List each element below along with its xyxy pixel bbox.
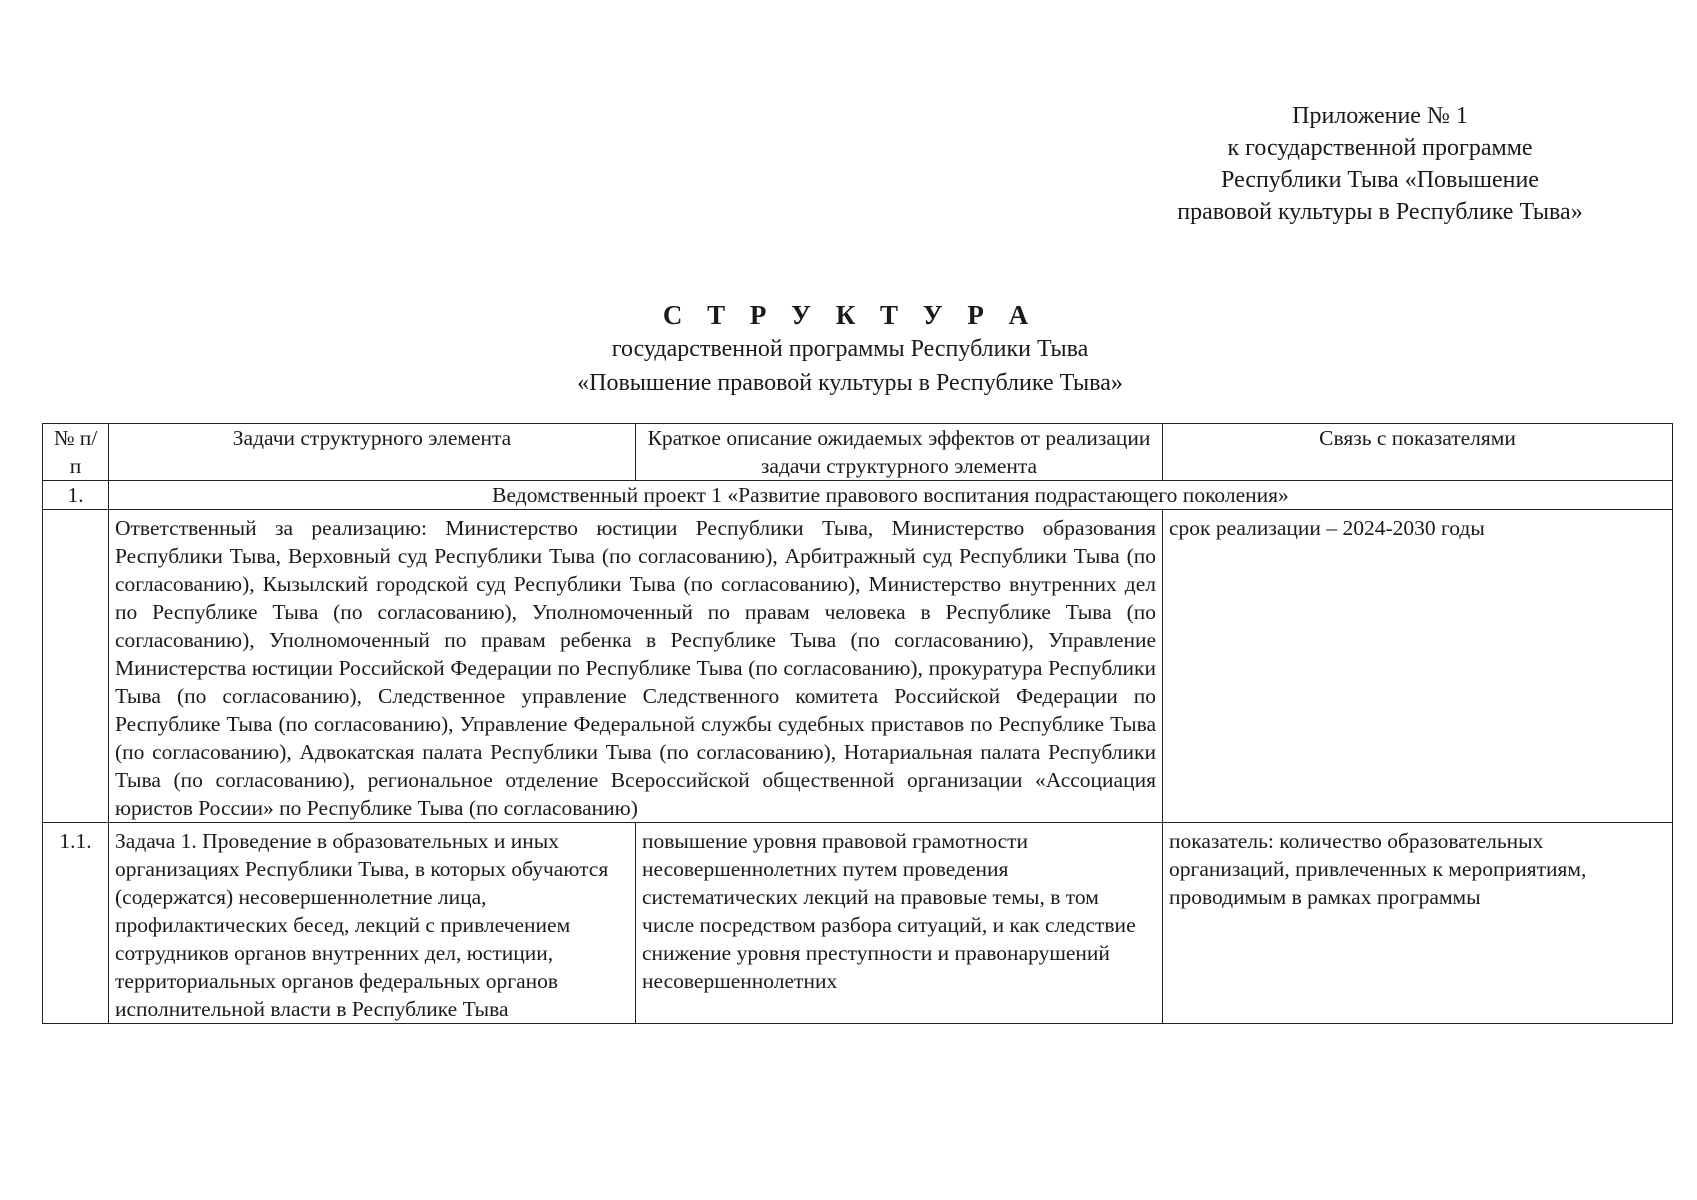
document-title: С Т Р У К Т У Р А — [662, 300, 1038, 330]
title-block — [300, 298, 1400, 400]
row-num: 1.1. — [43, 823, 109, 1024]
project-title: Ведомственный проект 1 «Развитие правового воспитания подрастающего поколения» — [109, 481, 1673, 510]
appendix-line: Республики Тыва «Повышение — [1221, 167, 1539, 193]
header-tasks: Задачи структурного элемента — [109, 424, 636, 481]
project-num: 1. — [43, 481, 109, 510]
project-row — [43, 481, 1673, 510]
header-num: № п/п — [43, 424, 109, 481]
table-header-row — [43, 424, 1673, 481]
structure-table — [42, 423, 1673, 1024]
document-subtitle-line2: «Повышение правовой культуры в Республике Тыва» — [577, 370, 1123, 396]
header-link: Связь с показателями — [1163, 424, 1673, 481]
term-text: срок реализации – 2024-2030 годы — [1163, 510, 1673, 823]
appendix-line: к государственной программе — [1227, 135, 1533, 161]
responsible-text: Ответственный за реализацию: Министерство юстиции Республики Тыва, Министерство образования Республики Тыва, Верховный суд Республики Тыва (по согласованию), Арбитражный суд Республики Тыва (по согласованию), Кызылский городской суд Республики Тыва (по согласованию), Министерство внутренних дел по Республике Тыва (по согласованию), Уполномоченный по правам человека в Республике Тыва (по согласованию), Уполномоченный по правам ребенка в Республике Тыва (по согласованию), Управление Министерства юстиции Российской Федерации по Республике Тыва (по согласованию), прокуратура Республики Тыва (по согласованию), Следственное управление Следственного комитета Российской Федерации по Республике Тыва (по согласованию), Управление Федеральной службы судебных приставов по Республике Тыва (по согласованию), Адвокатская палата Республики Тыва (по согласованию), Нотариальная палата Республики Тыва (по согласованию), региональное отделение Всероссийской общественной организации «Ассоциация юристов России» по Республике Тыва (по согласованию) — [109, 510, 1163, 823]
effect-text: повышение уровня правовой грамотности несовершеннолетних путем проведения систематических лекций на правовые темы, в том числе посредством разбора ситуаций, и как следствие снижение уровня преступности и правонарушений несовершеннолетних — [636, 823, 1163, 1024]
table-row — [43, 823, 1673, 1024]
responsible-row — [43, 510, 1673, 823]
empty-num-cell — [43, 510, 109, 823]
indicator-text: показатель: количество образовательных организаций, привлеченных к мероприятиям, проводимым в рамках программы — [1163, 823, 1673, 1024]
task-text: Задача 1. Проведение в образовательных и иных организациях Республики Тыва, в которых обучаются (содержатся) несовершеннолетние лица, профилактических бесед, лекций с привлечением сотрудников органов внутренних дел, юстиции, территориальных органов федеральных органов исполнительной власти в Республике Тыва — [109, 823, 636, 1024]
appendix-line: Приложение № 1 — [1292, 103, 1468, 129]
appendix-line: правовой культуры в Республике Тыва» — [1177, 199, 1583, 225]
appendix-note — [1100, 100, 1660, 228]
header-effects: Краткое описание ожидаемых эффектов от реализации задачи структурного элемента — [636, 424, 1163, 481]
document-subtitle-line1: государственной программы Республики Тыва — [611, 336, 1089, 362]
